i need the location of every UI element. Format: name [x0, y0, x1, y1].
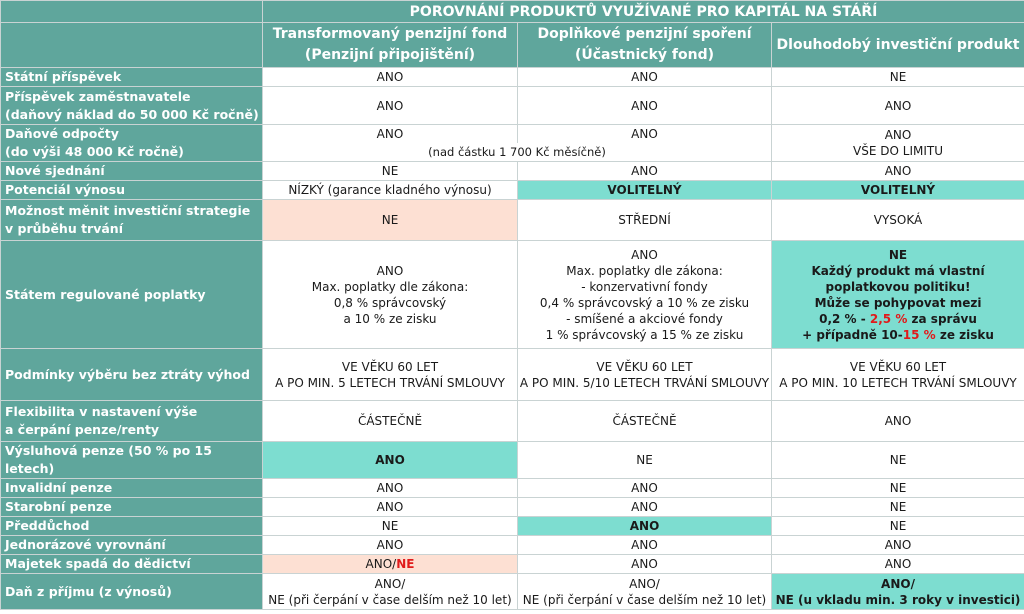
cell-highlight: ANO — [518, 517, 772, 536]
cell-line: Max. poplatky dle zákona: — [566, 263, 723, 278]
text-span-red: NE — [396, 557, 415, 571]
cell-line: - konzervativní fondy — [581, 279, 708, 294]
row-label: Daň z příjmu (z výnosů) — [1, 574, 263, 610]
cell: ANO — [518, 498, 772, 517]
cell: NÍZKÝ (garance kladného výnosu) — [263, 181, 518, 200]
table-row — [1, 536, 1024, 555]
row-label — [1, 401, 263, 442]
cell: ANO — [772, 87, 1024, 125]
row-label: Invalidní penze — [1, 479, 263, 498]
cell — [772, 349, 1024, 401]
cell-line: Může se pohypovat mezi — [814, 295, 982, 310]
cell: NE — [772, 442, 1024, 479]
cell: NE — [263, 517, 518, 536]
row-label — [1, 200, 263, 241]
cell: ANO — [772, 536, 1024, 555]
cell — [263, 349, 518, 401]
cell: NE — [772, 517, 1024, 536]
cell — [263, 574, 518, 610]
row-label — [1, 87, 263, 125]
row-label: Výsluhová penze (50 % po 15 letech) — [1, 442, 263, 479]
cell-line1: VE VĚKU 60 LET — [849, 359, 947, 374]
cell-line1: VE VĚKU 60 LET — [341, 359, 439, 374]
cell-line1: VE VĚKU 60 LET — [596, 359, 693, 374]
text-span: ANO/ — [365, 557, 397, 571]
text-span-red: 15 % — [902, 327, 936, 342]
table-row — [1, 125, 1024, 144]
table-row — [1, 181, 1024, 200]
row-label: Nové sjednání — [1, 162, 263, 181]
title-row — [1, 1, 1024, 23]
cell-line: 1 % správcovský a 15 % ze zisku — [545, 327, 744, 342]
table-row — [1, 555, 1024, 574]
cell-line: 0,8 % správcovský — [333, 295, 447, 310]
cell-line: a 10 % ze zisku — [343, 311, 437, 326]
column-header-line1: Doplňkové penzijní spoření — [537, 26, 752, 42]
cell-line: Max. poplatky dle zákona: — [311, 279, 469, 294]
cell-highlight: ANO — [263, 442, 518, 479]
cell: ANO — [518, 162, 772, 181]
row-label-line1: Možnost měnit investiční strategie — [5, 203, 251, 218]
row-label-line1: Daňové odpočty — [5, 126, 119, 141]
table-row — [1, 401, 1024, 442]
cell: NE — [772, 479, 1024, 498]
cell: ANO — [518, 536, 772, 555]
cell — [518, 574, 772, 610]
cell-line1: ANO — [884, 128, 912, 142]
cell-highlight — [772, 574, 1024, 610]
cell: VYSOKÁ — [772, 200, 1024, 241]
column-header-doplnkove — [518, 23, 772, 68]
row-label: Jednorázové vyrovnání — [1, 536, 263, 555]
cell-line2: A PO MIN. 10 LETECH TRVÁNÍ SMLOUVY — [779, 375, 1017, 390]
row-label-line1: Flexibilita v nastavení výše — [5, 404, 198, 419]
cell: ANO — [263, 479, 518, 498]
text-span-red: 2,5 % — [869, 311, 908, 326]
table-row — [1, 479, 1024, 498]
column-header-line2: (Penzijní připojištění) — [304, 47, 476, 63]
table-row — [1, 241, 1024, 349]
column-header-line2: (Účastnický fond) — [574, 47, 714, 63]
cell-highlight — [772, 241, 1024, 349]
cell-line2: NE (při čerpání v čase delším než 10 let) — [268, 592, 512, 607]
cell: ANO — [263, 536, 518, 555]
cell-line — [772, 327, 1024, 343]
cell: ANO — [772, 401, 1024, 442]
cell: ANO — [518, 68, 772, 87]
cell-line: - smíšené a akciové fondy — [566, 311, 723, 326]
table-row — [1, 87, 1024, 125]
cell-pink — [263, 555, 518, 574]
table-row — [1, 517, 1024, 536]
cell: NE — [772, 68, 1024, 87]
cell-line2: A PO MIN. 5 LETECH TRVÁNÍ SMLOUVY — [275, 375, 505, 390]
table-row — [1, 442, 1024, 479]
cell-highlight: VOLITELNÝ — [772, 181, 1024, 200]
cell: ANO — [772, 162, 1024, 181]
row-label-line1: Příspěvek zaměstnavatele — [5, 88, 191, 104]
text-span: za správu — [907, 311, 977, 326]
cell: ANO — [263, 87, 518, 125]
row-label — [1, 125, 263, 162]
cell-line1: ANO/ — [629, 576, 660, 591]
table-row — [1, 574, 1024, 610]
cell-pink: NE — [263, 200, 518, 241]
row-label-line2: a čerpání penze/renty — [5, 422, 160, 437]
column-header-line1: Dlouhodobý investiční produkt — [776, 36, 1020, 53]
table-row — [1, 200, 1024, 241]
row-label: Starobní penze — [1, 498, 263, 517]
cell-line1: ANO/ — [374, 576, 406, 591]
text-span: 0,2 % - — [819, 311, 870, 326]
cell: NE — [263, 162, 518, 181]
cell: ČÁSTEČNĚ — [518, 401, 772, 442]
cell — [263, 241, 518, 349]
row-label: Potenciál výnosu — [1, 181, 263, 200]
column-header-transformovany — [263, 23, 518, 68]
column-header-dlouhodoby — [772, 23, 1024, 68]
cell-highlight: VOLITELNÝ — [518, 181, 772, 200]
row-label: Podmínky výběru bez ztráty výhod — [1, 349, 263, 401]
cell-line2: VŠE DO LIMITU — [853, 144, 943, 158]
text-span: + případně 10- — [802, 327, 903, 342]
cell-line1: ANO/ — [881, 576, 915, 591]
cell-line2: NE (u vkladu min. 3 roky v investici) — [775, 592, 1021, 607]
header-corner — [1, 23, 263, 68]
cell-line: 0,4 % správcovský a 10 % ze zisku — [539, 295, 750, 310]
cell: NE — [518, 442, 772, 479]
header-row — [1, 23, 1024, 68]
cell: ANO — [518, 125, 772, 144]
title-corner — [1, 1, 263, 23]
table-row — [1, 349, 1024, 401]
cell-line2: NE (při čerpání v čase delším než 10 let) — [522, 592, 767, 607]
cell: ANO — [263, 498, 518, 517]
cell-line: ANO — [376, 263, 404, 278]
row-label: Majetek spadá do dědictví — [1, 555, 263, 574]
cell: NE — [772, 498, 1024, 517]
table-row — [1, 498, 1024, 517]
column-header-line1: Transformovaný penzijní fond — [272, 26, 508, 42]
cell: ANO — [263, 68, 518, 87]
table-title: POROVNÁNÍ PRODUKTŮ VYUŽÍVANÉ PRO KAPITÁL NA STÁŘÍ — [263, 1, 1024, 23]
cell — [518, 241, 772, 349]
row-label-line2: v průběhu trvání — [5, 221, 123, 236]
row-label: Předdůchod — [1, 517, 263, 536]
row-label-line2: (daňový náklad do 50 000 Kč ročně) — [5, 106, 259, 122]
cell — [518, 349, 772, 401]
text-span: ze zisku — [935, 327, 994, 342]
cell-line: poplatkovou politiku! — [825, 279, 971, 294]
cell: ANO — [263, 125, 518, 144]
cell: ANO — [518, 479, 772, 498]
cell — [772, 125, 1024, 162]
cell-line: ANO — [631, 247, 658, 262]
table-row — [1, 162, 1024, 181]
cell-line: NE — [888, 247, 908, 262]
cell: ANO — [518, 87, 772, 125]
row-label: Státní příspěvek — [1, 68, 263, 87]
cell: ČÁSTEČNĚ — [263, 401, 518, 442]
cell-note: (nad částku 1 700 Kč měsíčně) — [263, 143, 772, 162]
row-label-line2: (do výši 48 000 Kč ročně) — [5, 144, 184, 159]
table-row — [1, 68, 1024, 87]
cell: ANO — [518, 555, 772, 574]
cell: ANO — [772, 555, 1024, 574]
cell-line — [772, 311, 1024, 327]
cell: STŘEDNÍ — [518, 200, 772, 241]
row-label: Státem regulované poplatky — [1, 241, 263, 349]
cell-line2: A PO MIN. 5/10 LETECH TRVÁNÍ SMLOUVY — [519, 375, 770, 390]
cell-line: Každý produkt má vlastní — [811, 263, 985, 278]
